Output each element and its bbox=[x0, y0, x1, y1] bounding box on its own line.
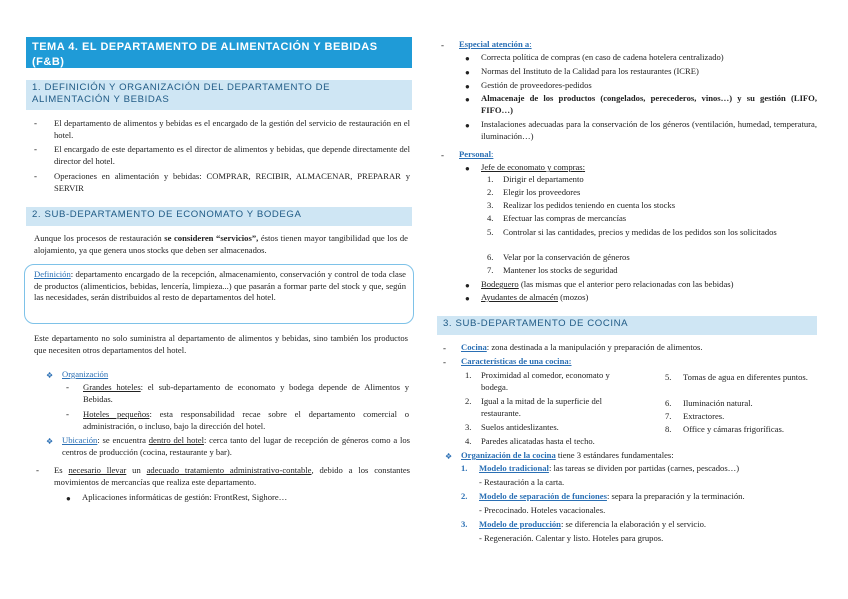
s2-intro-b: se consideren “servicios”, bbox=[164, 233, 259, 243]
section-3-heading: 3. SUB-DEPARTAMENTO DE COCINA bbox=[437, 316, 817, 335]
car-item: Paredes alicatadas hasta el techo. bbox=[481, 436, 595, 446]
org-label: Organización bbox=[62, 369, 109, 379]
bodeguero-text bbox=[481, 279, 817, 291]
cocina-text bbox=[461, 342, 817, 354]
definition-label: Definición bbox=[34, 269, 71, 279]
list-number: 2. bbox=[461, 491, 468, 501]
s2-intro bbox=[34, 233, 408, 256]
car-item: Office y cámaras frigoríficas. bbox=[683, 424, 785, 434]
jefe-item: Elegir los proveedores bbox=[503, 187, 581, 197]
org-item-label: Grandes hoteles bbox=[83, 382, 141, 392]
especial-item: Normas del Instituto de la Calidad para los restaurantes (ICRE) bbox=[481, 66, 699, 76]
org-cocina-label: Organización de la cocina bbox=[461, 450, 556, 460]
dash-bullet: - bbox=[34, 144, 37, 154]
list-number: 1. bbox=[461, 463, 468, 473]
model-label: Modelo de separación de funciones bbox=[479, 491, 607, 501]
list-number: 4. bbox=[487, 213, 494, 223]
diamond-icon: ❖ bbox=[445, 452, 453, 461]
model-sub: - Regeneración. Calentar y listo. Hoteles para grupos. bbox=[479, 533, 664, 543]
list-number: 8. bbox=[665, 424, 672, 434]
model-item bbox=[479, 463, 817, 475]
bodeguero-label: Bodeguero bbox=[481, 279, 519, 289]
model-desc: : separa la preparación y la terminación. bbox=[606, 491, 745, 501]
car-item: Extractores. bbox=[683, 411, 725, 421]
list-number: 7. bbox=[487, 265, 494, 275]
bodeguero-desc: (las mismas que el anterior pero relacionadas con las bebidas) bbox=[518, 279, 734, 289]
model-label: Modelo de producción bbox=[479, 519, 561, 529]
car-item: Iluminación natural. bbox=[683, 398, 753, 408]
list-number: 5. bbox=[665, 372, 672, 382]
dash-bullet: - bbox=[34, 171, 37, 181]
s2-paragraph: Este departamento no solo suministra al departamento de alimentos y bebidas, sino también los productos que necesiten otros departamentos del hotel. bbox=[34, 333, 408, 355]
dash-bullet: - bbox=[441, 150, 444, 160]
dash-bullet: - bbox=[443, 357, 446, 367]
diamond-icon: ❖ bbox=[46, 437, 54, 446]
list-number: 2. bbox=[465, 396, 472, 406]
list-number: 1. bbox=[487, 174, 494, 184]
s1-item: El departamento de alimentos y bebidas es el encargado de la gestión del servicio de restauración en el hotel. bbox=[54, 118, 410, 140]
circle-bullet-icon: ● bbox=[465, 82, 470, 91]
ayudantes-label: Ayudantes de almacén bbox=[481, 292, 558, 302]
model-sub: - Precocinado. Hoteles vacacionales. bbox=[479, 505, 606, 515]
org-cocina-desc: tiene 3 estándares fundamentales: bbox=[555, 450, 674, 460]
org-item-text: : esta responsabilidad recae sobre el departamento comercial o administración, o incluso, bajo la dirección del hotel. bbox=[83, 409, 410, 431]
jefe-label-text: Jefe de economato y compras bbox=[481, 162, 583, 172]
s1-item: El encargado de este departamento es el director de alimentos y bebidas, que depende directamente del director del hotel. bbox=[54, 144, 410, 166]
es-necesario-text bbox=[54, 465, 410, 488]
jefe-item: Dirigir el departamento bbox=[503, 174, 584, 184]
es-b: un bbox=[132, 465, 141, 475]
ayudantes-text bbox=[481, 292, 817, 304]
s2-intro-c: éstos tienen mayor tangibilidad que los de alojamiento, ya que genera unos stocks que deben ser almacenados. bbox=[34, 233, 408, 255]
org-item bbox=[83, 382, 409, 405]
model-sub: - Restauración a la carta. bbox=[479, 477, 565, 487]
dash-bullet: - bbox=[66, 409, 69, 419]
list-number: 6. bbox=[665, 398, 672, 408]
org-item-text: : el sub-departamento de economato y bodega depende de Alimentos y Bebidas. bbox=[83, 382, 409, 404]
list-number: 3. bbox=[465, 422, 472, 432]
ubicacion-under: dentro del hotel bbox=[148, 435, 204, 445]
dash-bullet: - bbox=[34, 118, 37, 128]
list-number: 6. bbox=[487, 252, 494, 262]
org-cocina-text bbox=[461, 450, 817, 462]
dash-bullet: - bbox=[441, 40, 444, 50]
page-title: TEMA 4. EL DEPARTAMENTO DE ALIMENTACIÓN Y BEBIDAS (F&B) bbox=[26, 37, 412, 68]
ubicacion-text bbox=[62, 435, 410, 458]
list-number: 2. bbox=[487, 187, 494, 197]
org-item bbox=[83, 409, 409, 432]
caracteristicas-label: Características de una cocina: bbox=[461, 356, 572, 366]
jefe-item: Mantener los stocks de seguridad bbox=[503, 265, 618, 275]
section-2-heading: 2. SUB-DEPARTAMENTO DE ECONOMATO Y BODEGA bbox=[26, 207, 412, 226]
especial-label-text: Especial atención a bbox=[459, 39, 530, 49]
diamond-icon: ❖ bbox=[46, 371, 54, 380]
especial-item: Gestión de proveedores-pedidos bbox=[481, 80, 592, 90]
ayudantes-desc: (mozos) bbox=[558, 292, 589, 302]
jefe-item: Controlar si las cantidades, precios y medidas de los pedidos son los solicitados bbox=[503, 227, 777, 237]
org-item-label: Hoteles pequeños bbox=[83, 409, 150, 419]
jefe-item: Velar por la conservación de géneros bbox=[503, 252, 630, 262]
ubicacion-label: Ubicación bbox=[62, 435, 98, 445]
model-desc: : se diferencia la elaboración y el servicio. bbox=[560, 519, 707, 529]
list-number: 3. bbox=[461, 519, 468, 529]
circle-bullet-icon: ● bbox=[465, 95, 470, 104]
apps-text: Aplicaciones informáticas de gestión: FrontRest, Sighore… bbox=[82, 492, 288, 502]
list-number: 5. bbox=[487, 227, 494, 237]
definition-text bbox=[34, 269, 406, 304]
dash-bullet: - bbox=[36, 465, 39, 475]
ubicacion-a: : se encuentra bbox=[97, 435, 146, 445]
ubicacion-b: : cerca tanto del lugar de recepción de géneros como a los centros de producción (cocina, restaurante y bar). bbox=[62, 435, 410, 457]
jefe-item: Efectuar las compras de mercancías bbox=[503, 213, 627, 223]
circle-bullet-icon: ● bbox=[465, 121, 470, 130]
list-number: 7. bbox=[665, 411, 672, 421]
cocina-desc: : zona destinada a la manipulación y preparación de alimentos. bbox=[486, 342, 703, 352]
car-item: Igual a la mitad de la superficie del restaurante. bbox=[481, 396, 602, 418]
cocina-label: Cocina bbox=[461, 342, 487, 352]
personal-label-text: Personal bbox=[459, 149, 491, 159]
car-item: Tomas de agua en diferentes puntos. bbox=[683, 372, 808, 382]
dash-bullet: - bbox=[443, 343, 446, 353]
list-number: 1. bbox=[465, 370, 472, 380]
es-u1: necesario llevar bbox=[68, 465, 127, 475]
es-c: , debido a los constantes movimientos de mercancías que realiza este departamento. bbox=[54, 465, 410, 487]
jefe-item: Realizar los pedidos teniendo en cuenta los stocks bbox=[503, 200, 676, 210]
circle-bullet-icon: ● bbox=[66, 494, 71, 503]
car-item: Suelos antideslizantes. bbox=[481, 422, 559, 432]
circle-bullet-icon: ● bbox=[465, 54, 470, 63]
car-item: Proximidad al comedor, economato y bodega. bbox=[481, 370, 610, 392]
model-item bbox=[479, 491, 817, 503]
circle-bullet-icon: ● bbox=[465, 164, 470, 173]
model-label: Modelo tradicional bbox=[479, 463, 549, 473]
list-number: 4. bbox=[465, 436, 472, 446]
definition-body: : departamento encargado de la recepción, almacenamiento, conservación y control de toda clase de productos (alimenticios, bebidas, lencería, limpieza...) que pasarán a formar parte del stock y que, según las necesidades, serán distribuidos al resto de departamentos del hotel. bbox=[34, 269, 406, 303]
section-1-heading: 1. DEFINICIÓN Y ORGANIZACIÓN DEL DEPARTAMENTO DE ALIMENTACIÓN Y BEBIDAS bbox=[26, 80, 412, 110]
model-desc: : las tareas se dividen por partidas (carnes, pescados…) bbox=[548, 463, 740, 473]
personal-label: Personal: bbox=[459, 149, 494, 159]
circle-bullet-icon: ● bbox=[465, 281, 470, 290]
circle-bullet-icon: ● bbox=[465, 68, 470, 77]
especial-label: Especial atención a: bbox=[459, 39, 532, 49]
s1-item: Operaciones en alimentación y bebidas: COMPRAR, RECIBIR, ALMACENAR, PREPARAR y SERVIR bbox=[54, 171, 410, 193]
circle-bullet-icon: ● bbox=[465, 294, 470, 303]
list-number: 3. bbox=[487, 200, 494, 210]
especial-item: Instalaciones adecuadas para la conservación de los géneros (ventilación, humedad, temperatura, iluminación…) bbox=[481, 119, 817, 141]
es-u2: adecuado tratamiento administrativo-contable bbox=[146, 465, 312, 475]
s2-intro-a: Aunque los procesos de restauración bbox=[34, 233, 162, 243]
jefe-label: Jefe de economato y compras: bbox=[481, 162, 586, 172]
dash-bullet: - bbox=[66, 382, 69, 392]
es-a: Es bbox=[54, 465, 63, 475]
especial-item: Almacenaje de los productos (congelados, perecederos, vinos…) y su gestión (LIFO, FIFO…) bbox=[481, 93, 817, 115]
especial-item: Correcta política de compras (en caso de cadena hotelera centralizado) bbox=[481, 52, 724, 62]
model-item bbox=[479, 519, 817, 531]
